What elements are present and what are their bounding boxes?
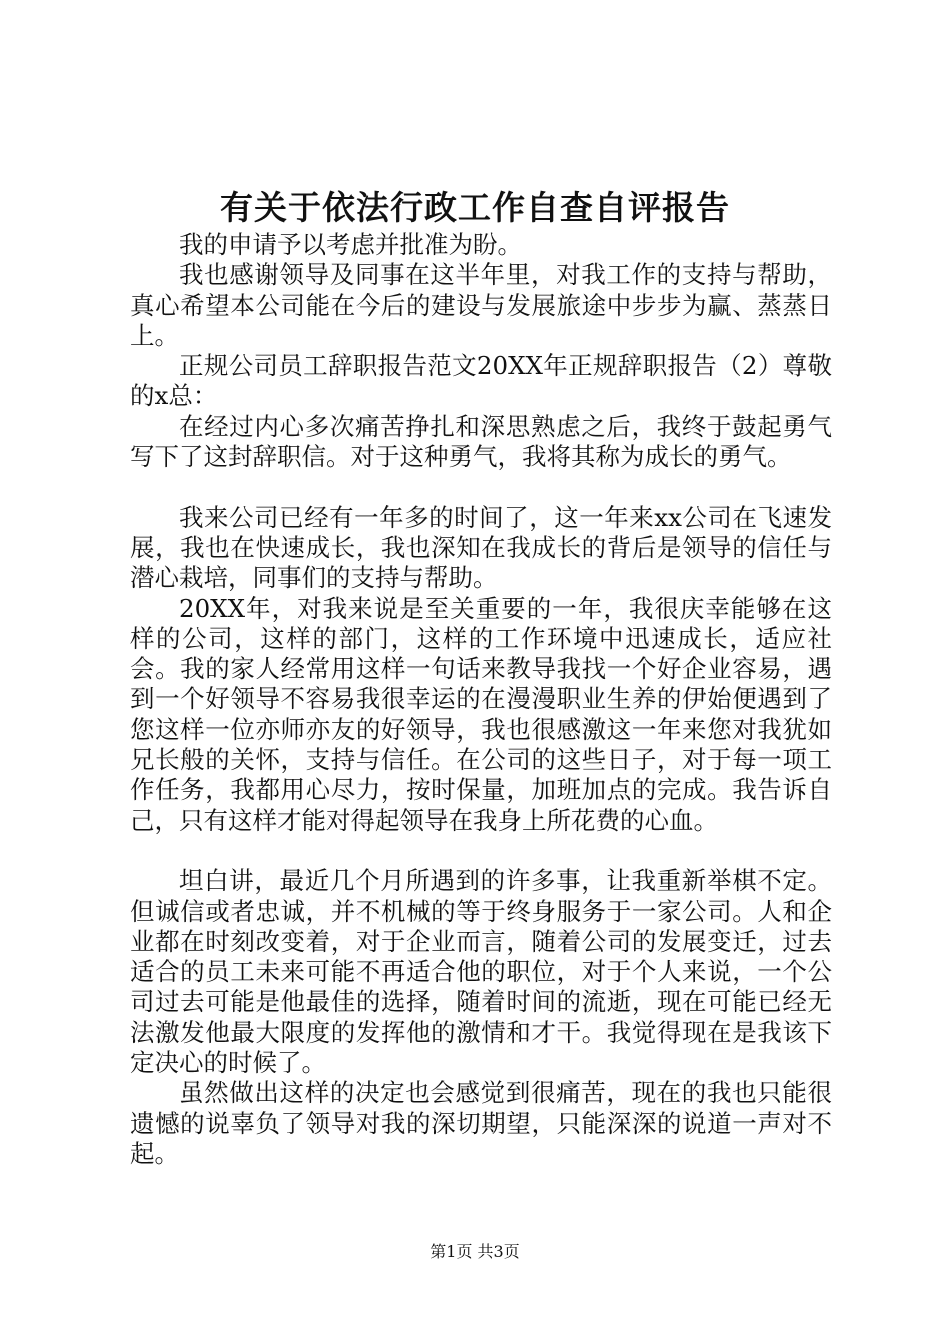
paragraph-6: 20XX年，对我来说是至关重要的一年，我很庆幸能够在这样的公司，这样的部门，这样的工作环境中迅速成长，适应社会。我的家人经常用这样一句话来教导我找一个好企业容易，遇到一个好领导不容易我很幸运的在漫漫职业生养的伊始便遇到了您这样一位亦师亦友的好领导，我也很感激这一年来您对我犹如兄长般的关怀，支持与信任。在公司的这些日子，对于每一项工作任务，我都用心尽力，按时保量，加班加点的完成。我告诉自己，只有这样才能对得起领导在我身上所花费的心血。 [130, 593, 832, 835]
paragraph-3: 正规公司员工辞职报告范文20XX年正规辞职报告（2）尊敬的x总： [130, 351, 832, 411]
paragraph-4: 在经过内心多次痛苦挣扎和深思熟虑之后，我终于鼓起勇气写下了这封辞职信。对于这种勇气，我将其称为成长的勇气。 [130, 411, 832, 472]
paragraph-8: 虽然做出这样的决定也会感觉到很痛苦，现在的我也只能很遗憾的说辜负了领导对我的深切期望，只能深深的说道一声对不起。 [130, 1078, 832, 1168]
paragraph-7: 坦白讲，最近几个月所遇到的许多事，让我重新举棋不定。但诚信或者忠诚，并不机械的等于终身服务于一家公司。人和企业都在时刻改变着，对于企业而言，随着公司的发展变迁，过去适合的员工未来可能不再适合他的职位，对于个人来说，一个公司过去可能是他最佳的选择，随着时间的流逝，现在可能已经无法激发他最大限度的发挥他的激情和才干。我觉得现在是我该下定决心的时候了。 [130, 866, 832, 1078]
paragraph-gap [130, 836, 832, 866]
paragraph-gap [130, 472, 832, 502]
document-title: 有关于依法行政工作自查自评报告 [220, 188, 730, 227]
document-body [130, 230, 832, 1169]
paragraph-5: 我来公司已经有一年多的时间了，这一年来xx公司在飞速发展，我也在快速成长，我也深知在我成长的背后是领导的信任与潜心栽培，同事们的支持与帮助。 [130, 502, 832, 593]
paragraph-1: 我的申请予以考虑并批准为盼。 [179, 230, 522, 259]
page-footer: 第1页 共3页 [430, 1242, 520, 1261]
paragraph-2: 我也感谢领导及同事在这半年里，对我工作的支持与帮助，真心希望本公司能在今后的建设与发展旅途中步步为赢、蒸蒸日上。 [130, 260, 832, 350]
